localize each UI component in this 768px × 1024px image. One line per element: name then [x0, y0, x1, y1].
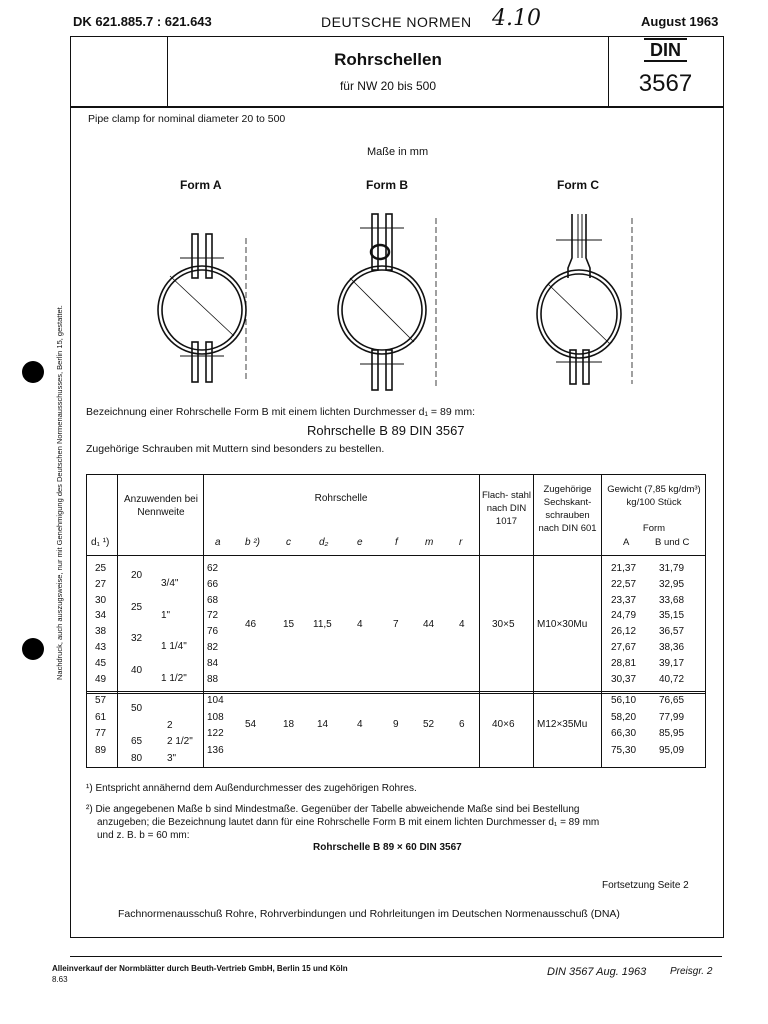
- weight-a-cell: 66,30: [611, 728, 637, 739]
- g1-schrauben: M10×30Mu: [537, 619, 588, 630]
- dimension-table: [86, 474, 706, 768]
- a-cell: 68: [207, 594, 219, 606]
- d1-cell: 27: [95, 578, 107, 590]
- nw-inch-cell: 1 1/2": [161, 672, 187, 684]
- hdr-rohrschelle: Rohrschelle: [314, 493, 368, 504]
- a-cell: 136: [207, 744, 224, 756]
- weight-bc-cell: 31,79: [659, 563, 685, 574]
- form-b-label: Form B: [366, 178, 408, 192]
- committee-name: Fachnormenausschuß Rohre, Rohrverbindungen und Rohrleitungen im Deutschen Normenausschuß (DNA): [118, 908, 620, 920]
- g2-flachstahl: 40×6: [492, 719, 515, 730]
- hdr-f: f: [395, 537, 398, 548]
- hdr-c: c: [286, 537, 291, 548]
- a-cell: 88: [207, 673, 219, 685]
- continued-note: Fortsetzung Seite 2: [602, 880, 689, 891]
- nw-inch-cell: 3": [167, 752, 177, 764]
- hdr-a: a: [215, 537, 221, 548]
- hdr-d1: d₁ ¹): [91, 537, 110, 548]
- nw-inch-cell: 3/4": [161, 578, 179, 589]
- d1-cell: 45: [95, 657, 107, 669]
- footer-left: Alleinverkauf der Normblätter durch Beuth-Vertrieb GmbH, Berlin 15 und Köln: [52, 964, 348, 973]
- weight-bc-cell: 35,15: [659, 610, 685, 622]
- weight-bc-cell: 85,95: [659, 728, 685, 739]
- hdr-b: b ²): [245, 537, 260, 548]
- weight-bc-cell: 36,57: [659, 626, 685, 638]
- footnote-1: ¹) Entspricht annähernd dem Außendurchmesser des zugehörigen Rohres.: [86, 783, 417, 794]
- weight-a-cell: 56,10: [611, 695, 637, 706]
- weight-a-cell: 75,30: [611, 744, 637, 756]
- d1-cell: 25: [95, 563, 107, 574]
- doc-title: Rohrschellen: [334, 50, 442, 69]
- reprint-notice: Nachdruck, auch auszugsweise, nur mit Genehmigung des Deutschen Normenausschusses, Berlin 15, gestattet.: [55, 305, 64, 680]
- weight-bc-cell: 76,65: [659, 695, 685, 706]
- g2-r: 6: [459, 719, 465, 730]
- g1-m: 44: [423, 619, 435, 630]
- hdr-e: e: [357, 537, 363, 548]
- g2-m: 52: [423, 719, 435, 730]
- nw-metric-cell: 32: [131, 633, 143, 645]
- org-name: DEUTSCHE NORMEN: [321, 14, 472, 30]
- weight-bc-cell: 39,17: [659, 657, 685, 669]
- weight-a-cell: 24,79: [611, 610, 637, 622]
- dk-number: DK 621.885.7 : 621.643: [73, 14, 212, 29]
- a-cell: 62: [207, 563, 219, 574]
- screws-note: Zugehörige Schrauben mit Muttern sind besonders zu bestellen.: [86, 443, 385, 455]
- form-c-label: Form C: [557, 178, 599, 192]
- g2-e: 4: [357, 719, 363, 730]
- a-cell: 108: [207, 711, 224, 723]
- weight-bc-cell: 33,68: [659, 594, 685, 606]
- weight-bc-cell: 77,99: [659, 711, 685, 723]
- punch-hole-top: [22, 361, 44, 383]
- g1-e: 4: [357, 619, 363, 630]
- nw-metric-cell: 65: [131, 736, 143, 747]
- weight-bc-cell: 38,36: [659, 642, 685, 653]
- weight-bc-cell: 95,09: [659, 744, 685, 756]
- hdr-gewicht: Gewicht (7,85 kg/dm³) kg/100 Stück: [607, 484, 701, 508]
- nw-metric-cell: 25: [131, 601, 143, 613]
- weight-a-cell: 26,12: [611, 626, 637, 638]
- hdr-flachstahl: Flach- stahl nach DIN 1017: [481, 490, 532, 527]
- hdr-r: r: [459, 537, 463, 548]
- english-title: Pipe clamp for nominal diameter 20 to 500: [88, 113, 286, 125]
- nw-inch-cell: 2 1/2": [167, 736, 193, 747]
- g1-d2: 11,5: [313, 619, 332, 630]
- nw-metric-cell: 40: [131, 664, 143, 676]
- g1-b: 46: [245, 619, 257, 630]
- nw-inch-cell: 2: [167, 719, 173, 731]
- footer-price: Preisgr. 2: [670, 966, 713, 977]
- handwritten-note: 4.10: [492, 6, 541, 31]
- footer-left-date: 8.63: [52, 975, 68, 984]
- hdr-form-bc: B und C: [655, 537, 690, 548]
- weight-bc-cell: 32,95: [659, 578, 685, 590]
- d1-cell: 49: [95, 673, 107, 685]
- d1-cell: 77: [95, 728, 107, 739]
- g2-f: 9: [393, 719, 399, 730]
- nw-inch-cell: 1 1/4": [161, 641, 187, 653]
- g1-f: 7: [393, 619, 399, 630]
- form-a-drawing: [158, 234, 246, 382]
- d1-cell: 57: [95, 695, 107, 706]
- a-cell: 122: [207, 728, 224, 739]
- d1-cell: 34: [95, 610, 107, 622]
- issue-date: August 1963: [641, 14, 719, 29]
- hdr-form-a: A: [623, 537, 630, 548]
- d1-cell: 38: [95, 626, 107, 638]
- footnote-2-example: Rohrschelle B 89 × 60 DIN 3567: [313, 842, 462, 853]
- g2-b: 54: [245, 719, 257, 730]
- clamp-drawings: [140, 198, 680, 398]
- weight-a-cell: 22,57: [611, 578, 637, 590]
- d1-cell: 61: [95, 711, 107, 723]
- g1-r: 4: [459, 619, 465, 630]
- a-cell: 84: [207, 657, 219, 669]
- punch-hole-bottom: [22, 638, 44, 660]
- weight-a-cell: 21,37: [611, 563, 637, 574]
- a-cell: 104: [207, 695, 224, 706]
- din-number: 3567: [638, 70, 693, 97]
- weight-bc-cell: 40,72: [659, 673, 685, 685]
- footnote-2-line2: anzugeben; die Bezeichnung lautet dann für eine Rohrschelle Form B mit einem lichten Durchmesser d₁ = 89 mm: [97, 817, 600, 828]
- g1-flachstahl: 30×5: [492, 619, 515, 630]
- footer-din: DIN 3567 Aug. 1963: [547, 966, 647, 978]
- d1-cell: 43: [95, 642, 107, 653]
- g2-d2: 14: [317, 719, 329, 730]
- g2-schrauben: M12×35Mu: [537, 719, 588, 730]
- g2-c: 18: [283, 719, 295, 730]
- nw-metric-cell: 50: [131, 703, 143, 714]
- din-logo: DIN: [609, 38, 722, 62]
- weight-a-cell: 23,37: [611, 594, 637, 606]
- weight-a-cell: 30,37: [611, 673, 637, 685]
- footnote-2-line3: und z. B. b = 60 mm:: [97, 830, 190, 841]
- footnote-2-line1: ²) Die angegebenen Maße b sind Mindestmaße. Gegenüber der Tabelle abweichende Maße sind bei Bestellung: [86, 804, 580, 815]
- d1-cell: 30: [95, 594, 107, 606]
- a-cell: 76: [207, 626, 219, 638]
- hdr-schrauben: Zugehörige Sechskant- schrauben nach DIN 601: [538, 484, 597, 534]
- designation-intro: Bezeichnung einer Rohrschelle Form B mit einem lichten Durchmesser d₁ = 89 mm:: [86, 406, 475, 418]
- nw-metric-cell: 20: [131, 570, 143, 581]
- form-c-drawing: [537, 214, 632, 384]
- a-cell: 82: [207, 642, 219, 653]
- form-b-drawing: [338, 214, 436, 390]
- nw-inch-cell: 1": [161, 609, 171, 621]
- hdr-d2: d₂: [319, 537, 329, 548]
- weight-a-cell: 58,20: [611, 711, 637, 723]
- hdr-m: m: [425, 537, 434, 548]
- hdr-form: Form: [642, 523, 666, 534]
- hdr-anzuwenden: Anzuwenden bei Nennweite: [124, 494, 198, 518]
- d1-cell: 89: [95, 744, 107, 756]
- a-cell: 72: [207, 610, 219, 622]
- form-a-label: Form A: [180, 178, 222, 192]
- designation-example: Rohrschelle B 89 DIN 3567: [307, 423, 465, 438]
- doc-subtitle: für NW 20 bis 500: [339, 79, 437, 93]
- units-note: Maße in mm: [367, 146, 429, 158]
- weight-a-cell: 27,67: [611, 642, 637, 653]
- g1-c: 15: [283, 619, 295, 630]
- a-cell: 66: [207, 578, 219, 590]
- nw-metric-cell: 80: [131, 752, 143, 764]
- weight-a-cell: 28,81: [611, 657, 637, 669]
